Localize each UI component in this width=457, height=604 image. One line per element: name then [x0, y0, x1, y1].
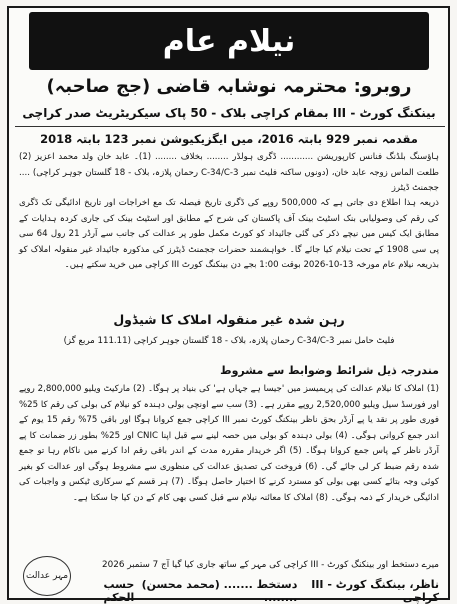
parties-paragraph: ہاؤسنگ بلڈنگ فنانس کارپوریشن ............ ڈگری ہولڈر ........ بخلاف ........ (1)۔ عابد خان ولد محمد اعزیز (2) طلعت الماس زوجہ عابد خان، (دونوں ساکنہ فلیٹ نمبر C-34/C-3 رحمان پلازہ، بلاک - 18 گلستان جوہر کراچی) .... ججمنٹ ڈیٹرز — [19, 152, 440, 193]
schedule-title: رہن شدہ غیر منقولہ املاک کا شیڈول — [113, 312, 345, 327]
nazir: ناظر، بینکنگ کورٹ - III کراچی — [311, 578, 439, 604]
case-reference: مقدمہ نمبر 929 بابتہ 2016، میں ایگزیکیوشن نمبر 123 بابتہ 2018 — [40, 132, 418, 146]
divider — [15, 126, 445, 127]
title-banner — [29, 12, 429, 70]
court-address: بینکنگ کورٹ - III بمقام کراچی بلاک - 50 پاک سیکریٹریٹ صدر کراچی — [22, 106, 436, 120]
notice-frame — [7, 6, 450, 604]
issue-date: میرے دستخط اور بینکنگ کورٹ - III کراچی کی مہر کے ساتھ جاری کیا گیا آج 7 ستمبر 2026 — [102, 560, 439, 570]
conditions-title: مندرجہ ذیل شرائط وضوابط سے مشروط — [220, 364, 439, 377]
signed-by: دستخط ....... (محمد محسن) ........ — [141, 578, 298, 604]
conditions-text: (1) املاک کا نیلام عدالت کی پریمیسز میں 'جیسا ہے جہاں ہے' کی بنیاد پر ہوگا۔ (2) مارکیٹ ویلیو 2,800,000 روپے اور فورسڈ سیل ویلیو 2,520,000 روپے مقرر ہے۔ (3) سب سے اونچی بولی دہندہ کو نیلام کی بولی کی رقم کا 25% فوری طور پر نقد یا پے آرڈر بحق ناظر بینکنگ کورٹ نمبر III کراچی جمع کروانا ہوگا اور باقی 75% رقم 15 یوم کے اندر جمع کروانی ہوگی۔ (4) بولی دہندہ کو بولی میں حصہ لینے سے قبل اپنا CNIC اور 25% بطور زر ضمانت کا پے آرڈر ناظر کے پاس جمع کروانا ہوگا۔ (5) اگر خریدار مقررہ مدت کے اندر باقی رقم ادا کرنے میں ناکام رہا تو جمع شدہ رقم ضبط کر لی جائے گی۔ (6) فروخت کی تصدیق عدالت کی منظوری سے مشروط ہوگی اور عدالت کو بغیر کوئی وجہ بتائے کسی بھی بولی کو مسترد کرنے کا اختیار حاصل ہوگا۔ (7) ہر قسم کے سرکاری ٹیکس و واجبات کی ادائیگی خریدار کے ذمہ ہوگی۔ (8) املاک کا معائنہ نیلام سے قبل کسی بھی کام کے دن کیا جا سکتا ہے۔ — [19, 384, 439, 503]
court-seal — [23, 556, 71, 596]
notice-body: ذریعہ ہذا اطلاع دی جاتی ہے کہ 500,000 روپے کی ڈگری تاریخ فیصلہ تک مع اخراجات اور تاریخ ادائیگی تک ڈگری کی رقم کی وصولیابی بنک اسٹیٹ بینک آف پاکستان کی شرح کے مطابق اور اسٹیٹ بینک کی جاری کردہ ہدایات کے مطابق ایک کیس میں نیچے ذکر کی گئی جائیداد کو کورٹ مکمل طور پر عدالت کی جانب سے آرڈر 21 رول 64 سی پی سی 1908 کے تحت نیلام کیا جائے گا۔ خواہشمند حضرات ججمنٹ ڈیٹرز کی مذکورہ جائیداد غیر منقولہ املاک کو بذریعہ نیلام عام مورخہ 13-10-2026 بوقت 1:00 بجے دن بینکنگ کورٹ III کراچی میں خرید سکتے ہیں۔ — [19, 198, 439, 270]
by-order: حسب الحکم — [103, 578, 135, 604]
property-description: فلیٹ حامل نمبر C-34/C-3 رحمان پلازہ، بلاک - 18 گلستان جوہر کراچی (111.11 مربع گز) — [63, 336, 395, 346]
notice-title: نیلام عام — [162, 23, 296, 59]
signature-block — [79, 578, 439, 604]
presiding-judge: روبرو: محترمہ نوشابہ قاضی (جج صاحبہ) — [46, 76, 412, 97]
seal-text: مہر عدالت — [25, 571, 69, 581]
